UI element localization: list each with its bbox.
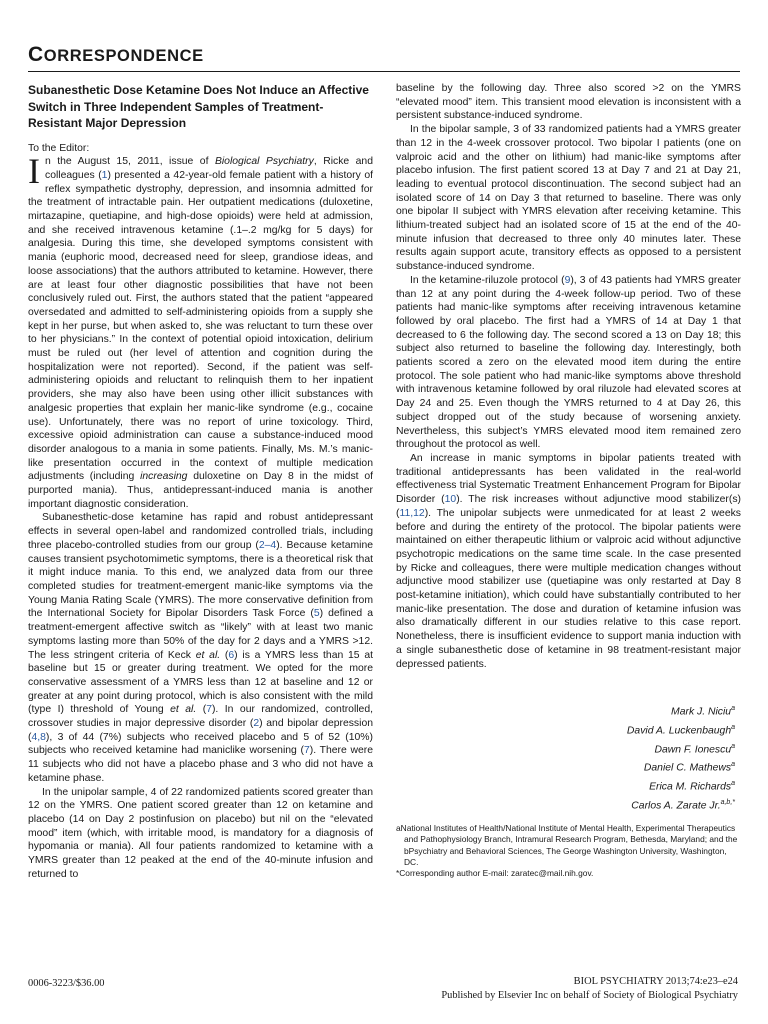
reference-link[interactable]: 11,12 — [399, 507, 425, 519]
left-column — [28, 82, 373, 881]
salutation: To the Editor: — [28, 142, 90, 154]
paragraph-5: In the ketamine-riluzole protocol (9), 3 of 43 patients had YMRS greater than 12 at any point during the 4-week follow-up period. Two of these patients had manic-like symptoms after receiving intravenous ketamine followed by oral placebo. The first had a YMRS of 14 at Day 1 that decreased to 6 the following day. The second scored a 13 on Day 18; this subject also returned to baseline the following day. Interestingly, both patients scored a zero on the elevated mood item during the entire protocol. The sole patient who had manic-like symptoms above threshold with intravenous ketamine followed by oral riluzole had elevated scores at Day 24 and 25. Even though the YMRS returned to 4 at Day 26, this subject dropped out of the study because of worsening anxiety. Nevertheless, this subject’s YMRS elevated mood item remained zero throughout the protocol as well. — [396, 274, 742, 451]
journal-footer — [441, 975, 738, 1002]
author-name: Dawn F. Ionescu$^a$ — [654, 742, 735, 756]
reference-link[interactable]: 5 — [313, 608, 320, 620]
author-name: Daniel C. Mathews$^a$ — [643, 761, 735, 774]
reference-link[interactable]: 2–4 — [258, 539, 277, 551]
section-header: CORRESPONDENCE — [28, 43, 204, 66]
right-column — [396, 82, 741, 879]
issn-price: 0006-3223/$36.00 — [28, 978, 105, 989]
corresponding-author: *Corresponding author E-mail: zaratec@mail.nih.gov. — [396, 868, 594, 879]
article-title: Subanesthetic Dose Ketamine Does Not Induce an Affective Switch in Three Independent Samples of Treatment-Resistant Major Depression — [28, 83, 369, 130]
paragraph-3: In the unipolar sample, 4 of 22 randomized patients scored greater than 12 on the YMRS. One patient scored greater than 12 on ketamine and placebo (14 on Day 2 postinfusion on placebo) but nil on the “elevated mood” item (which, with irritable mood, is mandatory for a diagnosis of hypomania or mania). All four patients randomized to ketamine with a YMRS greater than 12 peaked at the end of the 40-minute infusion and returned to — [28, 786, 373, 880]
affiliations — [396, 823, 741, 879]
reference-link[interactable]: 4,8 — [31, 731, 46, 743]
publisher-line: Published by Elsevier Inc on behalf of Society of Biological Psychiatry — [441, 989, 738, 1001]
author-name: Erica M. Richards$^a$ — [649, 779, 735, 793]
paragraph-6: An increase in manic symptoms in bipolar patients treated with traditional antidepressants has been validated in the real-world effectiveness trial Systematic Treatment Enhancement Program for Bipolar Disorder (10). The risk increases without adjunctive mood stabilizer(s) (11,12). The unipolar subjects were unmedicated for at least 2 weeks before and during the entirety of the protocol. The bipolar patients were maintained on either therapeutic lithium or valproic acid without adjunctive psychotropic medications on the same time scale. In the case presented by Ricke and colleagues, there were multiple medication changes without adjunctive mood stabilizer use (quetiapine was only restarted at Day 8 post-ketamine initiation), which could have substantially contributed to her manic-like presentation. The dose and duration of ketamine infusion was also dramatically different in our studies relative to this case report. Nonetheless, there is insufficient evidence to support mania induction with a single subanesthetic dose of ketamine in 98 treatment-resistant major depressed patients. — [396, 452, 741, 670]
author-name: David A. Luckenbaugh$^a$ — [626, 723, 735, 737]
affiliation-text: aNational Institutes of Health/National Institute of Mental Health, Experimental Therapeutics and Pathophysiology Branch, Intramural Research Program, Bethesda, Maryland; and the bPsychiatry and Behavioral Sciences, The George Washington University, Washington, DC. — [396, 823, 738, 867]
header-rule — [28, 71, 740, 72]
author-name: Mark J. Niciu$^a$ — [671, 705, 735, 718]
reference-link[interactable]: 1 — [101, 169, 108, 181]
journal-citation: BIOL PSYCHIATRY 2013;74:e23–e24 — [573, 976, 738, 987]
drop-cap: I — [28, 151, 40, 192]
author-list — [396, 701, 741, 813]
reference-link[interactable]: 9 — [564, 274, 571, 286]
paragraph-4: In the bipolar sample, 3 of 33 randomized patients had a YMRS greater than 12 in the 4-week crossover protocol. Two bipolar I patients (one on valproic acid and the other on lithium) had manic-like symptoms after placebo infusion. The first patient scored 13 at Day 7 and 21 at Day 21, leading to eventual protocol discontinuation. The second subject had an isolated score of 14 on Day 3 that returned to baseline. There was only one bipolar II subject with YMRS elevation after receiving ketamine. This lithium-treated subject had an isolated score of 15 at the end of the 40-minute infusion that decreased to three only 40 minutes later. These results again support acute, transitory effects as opposed to a persistent substance-induced syndrome. — [396, 124, 741, 273]
paragraph-1: In the August 15, 2011, issue of Biological Psychiatry, Ricke and colleagues (1) presented a 42-year-old female patient with a history of reflex sympathetic dystrophy, depression, and insomnia admitted for the treatment of intractable pain. Her outpatient medications (duloxetine, mirtazapine, quetiapine, and high-dose opioids) were held at admission, and she received intravenous ketamine (.1–.2 mg/kg for 5 days) for analgesia. During this time, she developed symptoms consistent with mania (euphoric mood, decreased need for sleep, grandiose ideas, and loose associations) that the authors attributed to ketamine. However, there are at least four other diagnostic possibilities that have not been conclusively ruled out. First, the authors stated that the patient “appeared oversedated and admitted to self-administering opioids from a supply she kept in her purse, but when asked to, she was reluctant to turn these over to her physicians.” In the context of potential opioid intoxication, delirium must be ruled out (her level of attention and cognition during the hospitalization were not reported). Second, if the patient was self-administering opioids and reluctant to relinquish them to her inpatient providers, she may also have been using other illicit substances with analgesic properties that explain her manic-like syndrome (e.g., cocaine use). Unfortunately, there was no report of urine toxicology. Third, excessive opioid administration can cause a substance-induced mood disorder analogous to a mania in some patients. Finally, Ms. M.’s manic-like presentation occurred in the context of multiple medication adjustments (including increasing duloxetine on Day 8 in the midst of purported mania). Thus, antidepressant-induced mania is another important diagnostic consideration. — [28, 151, 373, 510]
reference-link[interactable]: 2 — [253, 718, 260, 730]
paragraph-2: Subanesthetic-dose ketamine has rapid and robust antidepressant effects in several open-label and randomized controlled trials, including three placebo-controlled studies from our group (2–4). Because ketamine causes transient psychotomimetic symptoms, there is a theoretical risk that it might induce mania. To this end, we analyzed data from our three completed studies for treatment-emergent manic-like symptoms via the Young Mania Rating Scale (YMRS). The more conservative definition from the International Society for Bipolar Disorders Task Force (5) defined a treatment-emergent affective switch as “likely” with at least two manic symptoms lasting more than 50% of the day for 2 days and a YMRS >12. The less stringent criteria of Keck et al. (6) is a YMRS less than 15 at baseline but 15 or greater during treatment. We opted for the more conservative assessment of a YMRS less than 12 at baseline and 12 or greater at any point during protocol, which is also consistent with the mild (type I) threshold of Young et al. (7). In our randomized, controlled, crossover studies in major depressive disorder (2) and bipolar depression (4,8), 3 of 44 (7%) subjects who received placebo and 5 of 52 (10%) subjects who received ketamine had maniclike worsening (7). There were 11 subjects who did not have a placebo phase and 3 who did not have a ketamine phase. — [28, 512, 374, 784]
reference-link[interactable]: 7 — [303, 745, 310, 757]
reference-link[interactable]: 6 — [228, 649, 235, 661]
paragraph-3-continued: baseline by the following day. Three also scored >2 on the YMRS “elevated mood” item. This transient mood elevation is inconsistent with a persistent substance-induced syndrome. — [396, 83, 741, 122]
reference-link[interactable]: 10 — [444, 494, 457, 506]
author-name: Carlos A. Zarate Jr.$^{a,b,*}$ — [631, 798, 735, 812]
reference-link[interactable]: 7 — [206, 704, 212, 716]
